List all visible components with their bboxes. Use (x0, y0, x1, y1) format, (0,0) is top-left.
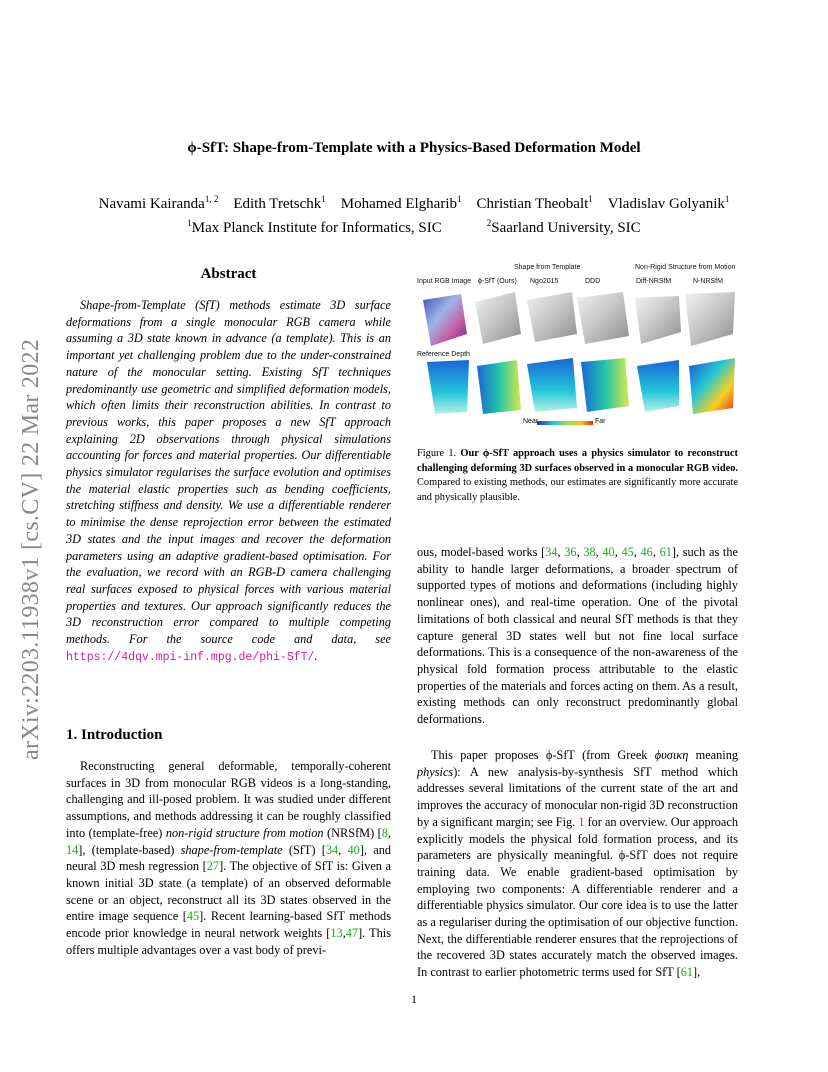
text-run: , (614, 545, 622, 559)
citation-link[interactable]: 46 (640, 545, 653, 559)
citation-link[interactable]: 45 (621, 545, 634, 559)
col-label-input: Input RGB Image (417, 278, 472, 285)
col-label-diff-nrsfm: Diff-NRSfM (636, 278, 672, 285)
text-run: (SfT) [ (282, 842, 326, 857)
ngo2015-top-mesh (527, 292, 577, 342)
affiliation: $^1$Max Planck Institute for Informatics, SIC (187, 218, 442, 236)
text-run: ous, model-based works [ (417, 545, 546, 559)
text-run: ]. This offers multiple advantages over a vast body of previ- (66, 926, 391, 957)
ours-top-mesh (475, 292, 521, 344)
citation-link[interactable]: 45 (186, 909, 200, 924)
figure-1-caption (417, 447, 738, 505)
reference-depth-label: Reference Depth (417, 351, 470, 358)
depth-colorbar (537, 421, 593, 425)
caption-label: Figure 1. (417, 448, 457, 459)
text-run: , (652, 545, 660, 559)
scale-near-label: Near (523, 418, 539, 425)
authors-block (0, 190, 828, 238)
author-name: Christian Theobalt$^1$ (476, 194, 593, 212)
text-run: ]. The objective of SfT is: Given a known initial 3D state (a template) of an observed deformable scene or an object, reconstruct all its 3D states observed in the entire image sequence [ (66, 859, 392, 924)
affiliation: $^2$Saarland University, SIC (486, 218, 641, 236)
authors-line (0, 190, 828, 214)
paper-title: ϕ-SfT: Shape-from-Template with a Physics-Based Deformation Model (187, 140, 641, 156)
author-affiliation-mark: 1 (321, 194, 326, 204)
abstract-period: . (314, 648, 318, 663)
citation-link[interactable]: 27 (206, 859, 220, 874)
text-run: , (342, 926, 346, 941)
citation-link[interactable]: 61 (680, 965, 694, 980)
author-name: Vladislav Golyanik$^1$ (607, 194, 730, 212)
citation-link[interactable]: 40 (347, 842, 360, 857)
text-run: (NRSfM) [ (323, 825, 382, 840)
input-rgb-image (423, 294, 467, 346)
ddd-depth-map (581, 358, 629, 412)
text-run: meaning (688, 748, 738, 762)
caption-rest: Compared to existing methods, our estimates are significantly more accurate and physically plausible. (417, 477, 738, 503)
emphasis: shape-from-template (180, 842, 283, 857)
affiliations-line (0, 214, 828, 238)
citation-link[interactable]: 14 (66, 842, 79, 857)
affiliation-mark: 1 (187, 218, 192, 228)
group-label-sft: Shape from Template (514, 264, 581, 271)
n-nrsfm-top-mesh (685, 292, 735, 346)
right-paragraph-1 (417, 544, 738, 728)
author-name: Edith Tretschk$^1$ (233, 194, 326, 212)
abstract-body: Shape-from-Template (SfT) methods estimate 3D surface deformations from a single monocular RGB camera while assuming a 3D state known in advance (a template). This is an important yet challenging problem due to the under-constrained nature of the monocular setting. Existing SfT techniques predominantly use geometric and simplified deformation models, which often limits their reconstruction abilities. In contrast to previous works, this paper proposes a new SfT approach explaining 2D observations through physical simulations accounting for forces and material properties. Our differentiable physics simulator regularises the surface evolution and optimises the material elastic properties such as bending coefficients, stretching stiffness and density. We use a differentiable renderer to minimise the dense reprojection error between the estimated 3D states and the input images and recover the deformation parameters using an adaptive gradient-based optimisation. For the evaluation, we record with an RGB-D camera challenging real surfaces exposed to physical forces with various material properties and textures. Our approach significantly reduces the 3D reconstruction error compared to multiple competing methods. For the source code and data, see (66, 298, 391, 647)
arxiv-sidebar-stamp: arXiv:2203.11938v1 [cs.CV] 22 Mar 2022 (18, 338, 44, 760)
text-run: This paper proposes ϕ-SfT (from Greek (431, 748, 655, 762)
diff-nrsfm-top-mesh (635, 296, 681, 344)
section-heading-introduction: 1. Introduction (66, 727, 163, 743)
author-name: Navami Kairanda$^{1, 2}$ (98, 194, 219, 212)
col-label-ours: ϕ-SfT (Ours) (478, 278, 517, 285)
col-label-n-nrsfm: N-NRSfM (693, 278, 723, 285)
ours-depth-map (477, 360, 521, 414)
text-run: , (595, 545, 603, 559)
text-run: , (387, 825, 391, 840)
text-run: , (338, 842, 348, 857)
n-nrsfm-depth-map (689, 358, 735, 414)
col-label-ddd: DDD (585, 278, 601, 285)
citation-link[interactable]: 34 (325, 842, 339, 857)
abstract-text (66, 297, 391, 666)
figure-1 (417, 262, 738, 432)
text-run: Reconstructing general deformable, temporally-coherent surfaces in 3D from monocular RGB videos is a long-standing, challenging and ill-posed problem. It was studied under different assumptions, and methods addressing it can be roughly classified into (template-free) (66, 759, 391, 840)
source-code-link[interactable]: https://4dqv.mpi-inf.mpg.de/phi-SfT/ (66, 650, 315, 664)
text-run: ], (693, 965, 701, 980)
text-run: , (576, 545, 584, 559)
abstract-heading: Abstract (200, 266, 257, 282)
citation-link[interactable]: 61 (659, 545, 672, 559)
text-run: ]. Recent learning-based SfT methods encode prior knowledge in neural network weights [ (66, 909, 391, 941)
citation-link[interactable]: 34 (545, 545, 558, 559)
reference-depth-map (427, 360, 469, 414)
text-run: , (633, 545, 641, 559)
emphasis: ϕυσικη (654, 748, 689, 762)
author-affiliation-mark: 1 (724, 194, 730, 204)
text-run: ], and neural 3D mesh regression [ (66, 842, 391, 874)
ngo2015-depth-map (527, 358, 577, 412)
caption-bold: Our ϕ-SfT approach uses a physics simulator to reconstruct challenging deforming 3D surfaces observed in a monocular RGB video. (417, 448, 738, 474)
diff-nrsfm-depth-map (637, 360, 679, 412)
group-label-nrsfm: Non-Rigid Structure from Motion (635, 264, 736, 271)
text-run: for an overview. Our approach explicitly models the physical fold formation process, and its parameters are physically meaningful. ϕ-SfT does not require training data. We enable gradient-based optimisation by employing two components: A differentiable renderer and a differentiable physics simulator. Our core idea is to use the latter as a regulariser during the optimisation of our objective function. Next, the differentiable renderer ensures that the reprojections of the recovered 3D states accurately match the observed images. In contrast to earlier photometric terms used for SfT [ (417, 814, 738, 980)
col-label-ngo2015: Ngo2015 (530, 278, 559, 285)
author-name: Mohamed Elgharib$^1$ (340, 194, 462, 212)
emphasis: physics (417, 764, 454, 779)
intro-paragraph (66, 758, 391, 958)
citation-link[interactable]: 8 (381, 825, 388, 840)
author-affiliation-mark: 1 (588, 194, 593, 204)
right-paragraph-2 (417, 747, 738, 981)
citation-link[interactable]: 38 (583, 545, 596, 559)
citation-link[interactable]: 40 (602, 545, 615, 559)
ddd-top-mesh (577, 292, 629, 344)
figure-ref-link[interactable]: 1 (578, 814, 585, 829)
author-affiliation-mark: 1, 2 (204, 194, 219, 204)
author-affiliation-mark: 1 (457, 194, 462, 204)
affiliation-mark: 2 (486, 218, 492, 228)
emphasis: non-rigid structure from motion (165, 825, 324, 840)
scale-far-label: Far (595, 418, 606, 425)
text-run: , (557, 545, 565, 559)
text-run: ): A new analysis-by-synthesis SfT method which addresses several limitations of the current state of the art and improves the accuracy of monocular non-rigid 3D reconstruction by a significant margin; see Fig. (417, 764, 738, 829)
page-number: 1 (411, 992, 417, 1006)
text-run: ], (template-based) (78, 842, 181, 857)
citation-link[interactable]: 13 (330, 926, 343, 941)
text-run: ], such as the ability to handle larger deformations, a broader spectrum of supported types of motions and deformations (including highly nonlinear ones), and real-time operation. One of the pivotal limitations of both classical and neural SfT methods is that they capture general 3D states well but not fine local surface deformations. This is a consequence of the non-awareness of the physical fold formation process attributable to the elastic properties of the materials and forces acting on them. As a result, existing methods can only reconstruct predominantly global deformations. (417, 545, 738, 727)
figure-1-image (417, 262, 738, 432)
citation-link[interactable]: 36 (564, 545, 577, 559)
citation-link[interactable]: 47 (345, 926, 359, 941)
